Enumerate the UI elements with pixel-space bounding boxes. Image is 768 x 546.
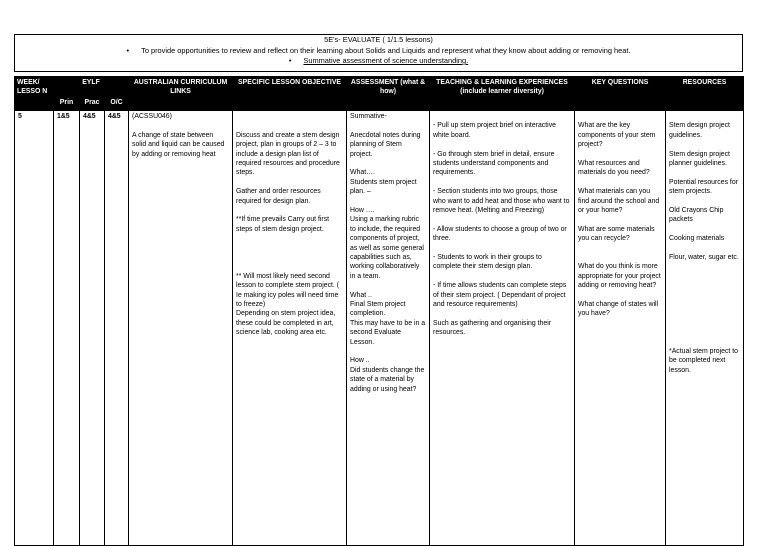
assessment-p2: Anecdotal notes during planning of Stem project. [350, 131, 421, 158]
cell-teaching [430, 111, 575, 546]
col-resources: RESOURCES [666, 77, 744, 111]
col-eylf: EYLF [54, 77, 129, 94]
question-5: What do you think is more appropriate for your project adding or removing heat? [578, 263, 661, 290]
resource-1: Stem design project guidelines. [669, 122, 730, 139]
teaching-p4: - Allow students to choose a group of two or three. [433, 225, 567, 243]
question-2: What resources and materials do you need? [578, 160, 650, 177]
teaching-p3: - Section students into two groups, those who want to add heat and those who want to remove heat. (Melting and Freezing) [433, 188, 570, 215]
col-prac: Prac [80, 94, 105, 111]
teaching-p2: - Go through stem brief in detail, ensure students understand components and requirements. [433, 150, 555, 177]
curriculum-code: (ACSSU046) [132, 113, 172, 120]
assessment-p6: Using a marking rubric to include, the required components of project, as well as some general capabilities such as, working collaboratively in a team. [350, 216, 424, 280]
col-oc: O/C [105, 94, 129, 111]
cell-prin: 1&5 [54, 111, 80, 546]
assessment-p3: What…. [350, 169, 375, 177]
resource-3: Potential resources for stem projects. [669, 178, 738, 196]
purpose-bullet: • To provide opportunities to review and reflect on their learning about Solids and Liquids and represent what they know about adding or removing heat. [15, 46, 742, 57]
col-teaching-sub: (include learner diversity) [460, 88, 544, 95]
cell-oc: 4&5 [105, 111, 129, 546]
teaching-p5: - Students to work in their groups to complete their stem design plan. [433, 254, 542, 271]
objective-p4: ** Will most likely need second lesson to complete stem project. ( Ie making icy poles will need time to freeze) [236, 272, 340, 308]
assessment-bullet: • Summative assessment of science understanding. [15, 56, 742, 67]
objective-p1: Discuss and create a stem design project, plan in groups of 2 – 3 to include a design plan list of required resources and procedure steps. [236, 131, 340, 177]
assessment-p1: Summative- [350, 113, 387, 120]
resource-2: Stem design project planner guidelines. [669, 150, 730, 167]
col-prin: Prin [54, 94, 80, 111]
assessment-p8: Final Stem project completion. [350, 301, 406, 318]
objective-p3: **If time prevails Carry out first steps of stem design project. [236, 216, 330, 233]
assessment-p10: How .. [350, 357, 370, 365]
assessment-p11: Did students change the state of a material by adding or using heat? [350, 366, 425, 393]
col-assessment: ASSESSMENT (what & how) [347, 77, 430, 111]
cell-resources [666, 111, 744, 546]
cell-prac: 4&5 [80, 111, 105, 546]
col-teaching [430, 77, 575, 111]
objective-p2: Gather and order resources required for design plan. [236, 188, 321, 205]
question-6: What change of states will you have? [578, 301, 659, 318]
col-week: WEEK/ LESSO N [15, 77, 54, 111]
resource-4: Old Crayons Chip packets [669, 207, 724, 224]
assessment-p4: Students stem project plan. – [350, 178, 417, 196]
col-questions: KEY QUESTIONS [575, 77, 666, 111]
teaching-p6: - If time allows students can complete steps of their stem project. ( Dependant of project and resource requirements) [433, 282, 567, 309]
lesson-title: 5E's- EVALUATE ( 1/1.5 lessons) [324, 35, 433, 44]
teaching-p1: - Pull up stem project brief on interactive white board. [433, 122, 556, 139]
assessment-p7: What .. [350, 291, 372, 299]
col-objective: SPECIFIC LESSON OBJECTIVE [233, 77, 347, 111]
assessment-p5: How …. [350, 207, 375, 215]
teaching-p7: Such as gathering and organising their resources. [433, 319, 552, 337]
assessment-p9: This may have to be in a second Evaluate Lesson. [350, 319, 426, 346]
col-teaching-title: TEACHING & LEARNING EXPERIENCES [436, 79, 568, 86]
lesson-plan-table [14, 76, 744, 546]
col-curriculum: AUSTRALIAN CURRICULUM LINKS [129, 77, 233, 111]
question-1: What are the key components of your stem project? [578, 122, 656, 149]
objective-p5: Depending on stem project idea, these could be completed in art, science lab, cooking area etc. [236, 310, 336, 337]
cell-questions [575, 111, 666, 546]
resource-5: Cooking materials [669, 235, 725, 243]
cell-objective [233, 111, 347, 546]
cell-week: 5 [15, 111, 54, 546]
cell-curriculum [129, 111, 233, 546]
question-3: What materials can you find around the school and or your home? [578, 188, 660, 215]
question-4: What are some materials you can recycle? [578, 225, 655, 243]
table-row [15, 111, 744, 546]
curriculum-text: A change of state between solid and liquid can be caused by adding or removing heat [132, 131, 225, 158]
lesson-header [14, 34, 743, 72]
cell-assessment [347, 111, 430, 546]
resource-6: Flour, water, sugar etc. [669, 254, 739, 261]
resource-7: *Actual stem project to be completed next lesson. [669, 347, 738, 374]
